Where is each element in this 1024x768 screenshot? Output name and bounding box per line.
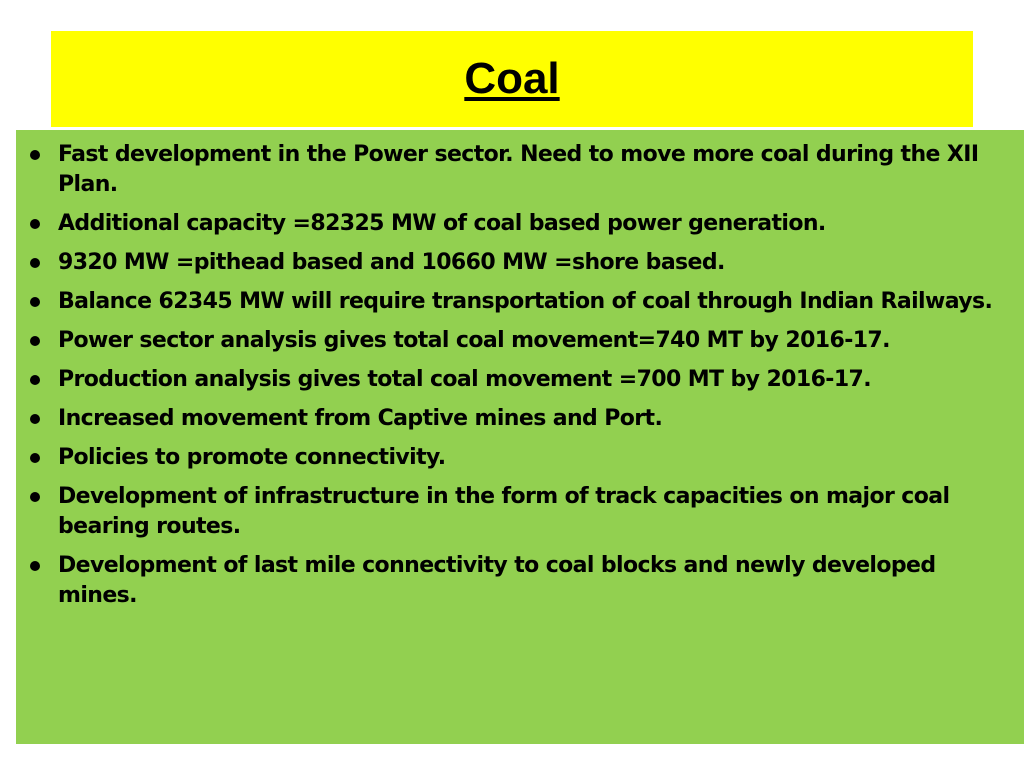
bullet-text: 9320 MW =pithead based and 10660 MW =shore based. — [58, 250, 725, 275]
bullet-icon — [30, 453, 40, 463]
bullet-icon — [30, 561, 40, 571]
bullet-text: Fast development in the Power sector. Need to move more coal during the XII Plan. — [58, 142, 979, 197]
title-banner — [51, 31, 973, 127]
bullet-list — [16, 140, 1014, 611]
bullet-item — [16, 248, 1014, 278]
bullet-item — [16, 287, 1014, 317]
bullet-icon — [30, 219, 40, 229]
bullet-icon — [30, 297, 40, 307]
bullet-item — [16, 443, 1014, 473]
content-panel — [16, 130, 1024, 744]
bullet-icon — [30, 492, 40, 502]
bullet-icon — [30, 414, 40, 424]
bullet-icon — [30, 336, 40, 346]
bullet-text: Power sector analysis gives total coal movement=740 MT by 2016-17. — [58, 328, 890, 353]
bullet-icon — [30, 375, 40, 385]
bullet-item — [16, 365, 1014, 395]
bullet-item — [16, 404, 1014, 434]
bullet-icon — [30, 258, 40, 268]
bullet-item — [16, 482, 1014, 542]
bullet-text: Additional capacity =82325 MW of coal based power generation. — [58, 211, 826, 236]
bullet-item — [16, 140, 1014, 200]
bullet-item — [16, 551, 1014, 611]
bullet-item — [16, 209, 1014, 239]
bullet-text: Balance 62345 MW will require transportation of coal through Indian Railways. — [58, 289, 993, 314]
bullet-text: Development of infrastructure in the form of track capacities on major coal bearing routes. — [58, 484, 950, 539]
slide-title: Coal — [464, 54, 560, 103]
bullet-text: Production analysis gives total coal movement =700 MT by 2016-17. — [58, 367, 871, 392]
bullet-text: Increased movement from Captive mines and Port. — [58, 406, 663, 431]
bullet-icon — [30, 150, 40, 160]
bullet-text: Policies to promote connectivity. — [58, 445, 446, 470]
bullet-text: Development of last mile connectivity to coal blocks and newly developed mines. — [58, 553, 936, 608]
bullet-item — [16, 326, 1014, 356]
